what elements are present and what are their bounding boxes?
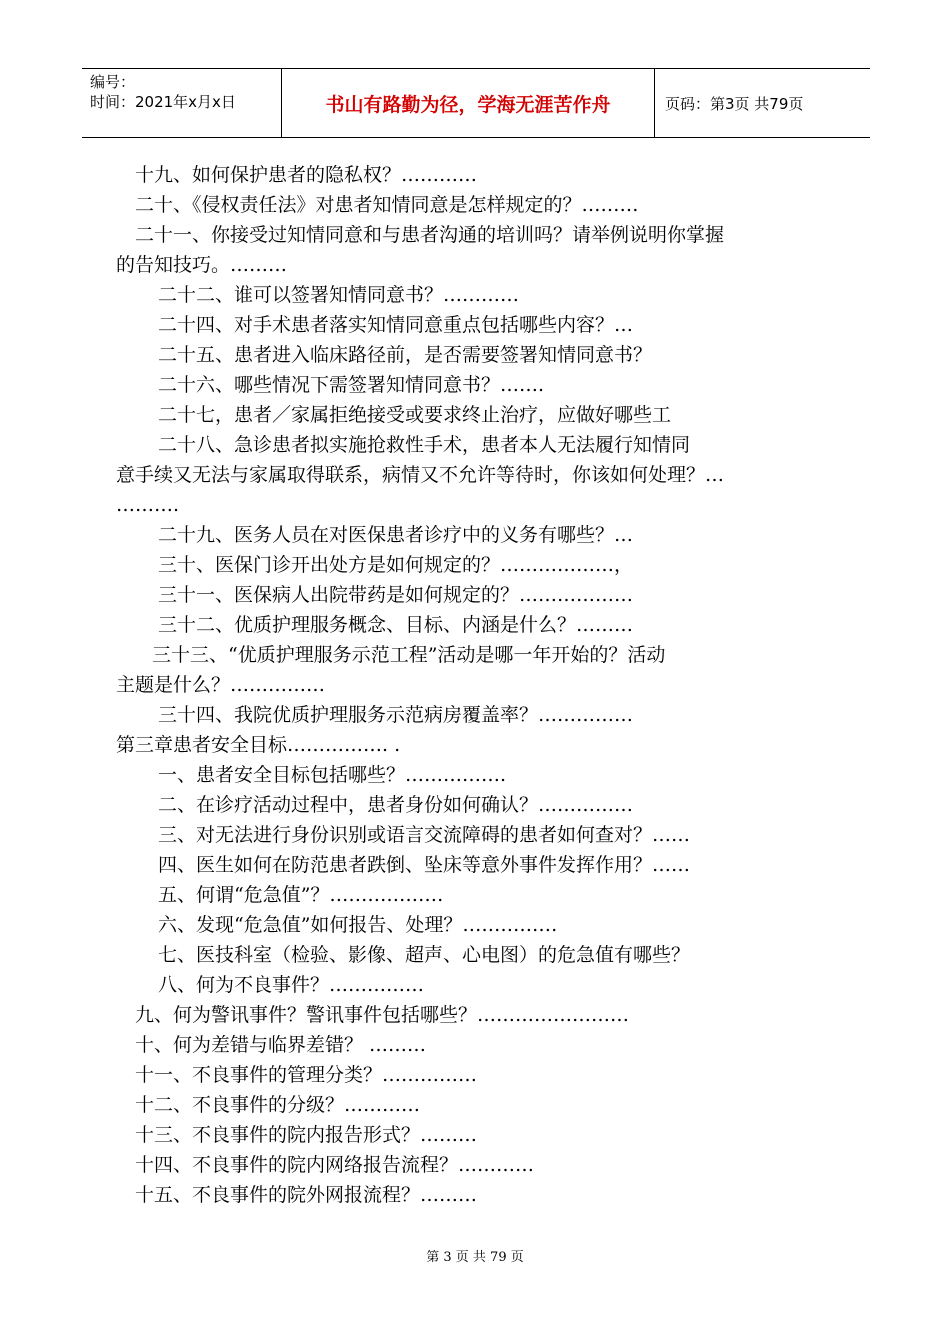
- text-line: 二十一、你接受过知情同意和与患者沟通的培训吗？请举例说明你掌握: [135, 224, 725, 246]
- text-line: 二十、《侵权责任法》对患者知情同意是怎样规定的？………: [135, 194, 639, 216]
- text-line: 二十九、医务人员在对医保患者诊疗中的义务有哪些？…: [158, 524, 634, 546]
- text-line: 三十四、我院优质护理服务示范病房覆盖率？……………: [158, 704, 634, 726]
- code-label: 编号：: [90, 73, 136, 91]
- text-line: 五、何谓“危急值”？………………: [158, 884, 444, 906]
- text-line: ……….: [116, 494, 180, 516]
- date-label: 时间：2021年x月x日: [90, 93, 236, 111]
- text-line: 十、何为差错与临界差错？ ………: [135, 1034, 427, 1056]
- text-line: 三十二、优质护理服务概念、目标、内涵是什么？………: [158, 614, 634, 636]
- text-line: 十九、如何保护患者的隐私权？…………: [135, 164, 478, 186]
- text-line: 三十三、“优质护理服务示范工程”活动是哪一年开始的？活动: [152, 644, 666, 666]
- text-line: 主题是什么？……………: [116, 674, 326, 696]
- text-line: 三、对无法进行身份识别或语言交流障碍的患者如何查对？……: [158, 824, 691, 846]
- header-motto: 书山有路勤为径，学海无涯苦作舟: [282, 69, 655, 137]
- text-line: 一、患者安全目标包括哪些？…………….: [158, 764, 507, 786]
- text-line: 八、何为不良事件？……………: [158, 974, 425, 996]
- text-line: 意手续又无法与家属取得联系，病情又不允许等待时，你该如何处理？…: [116, 464, 725, 486]
- text-line: 四、医生如何在防范患者跌倒、坠床等意外事件发挥作用？……: [158, 854, 691, 876]
- text-line: 十一、不良事件的管理分类？……………: [135, 1064, 478, 1086]
- text-line: 二十四、对手术患者落实知情同意重点包括哪些内容？…: [158, 314, 634, 336]
- text-line: 三十一、医保病人出院带药是如何规定的？………………: [158, 584, 634, 606]
- text-line: 二十二、谁可以签署知情同意书？…………: [158, 284, 520, 306]
- page-footer: 第 3 页 共 79 页: [426, 1250, 524, 1265]
- text-line: 的告知技巧。………: [116, 254, 288, 276]
- text-line: 二、在诊疗活动过程中，患者身份如何确认？……………: [158, 794, 634, 816]
- text-line: 十四、不良事件的院内网络报告流程？…………: [135, 1154, 535, 1176]
- header-page-number: 页码：第3页 共79页: [665, 94, 804, 113]
- text-line: 二十六、哪些情况下需签署知情同意书？…….: [158, 374, 545, 396]
- text-line: 二十七，患者／家属拒绝接受或要求终止治疗，应做好哪些工: [158, 404, 672, 426]
- text-line: 十三、不良事件的院内报告形式？………: [135, 1124, 478, 1146]
- text-line: 九、何为警讯事件？警讯事件包括哪些？……………………: [135, 1004, 630, 1026]
- text-line: 六、发现“危急值”如何报告、处理？……………: [158, 914, 558, 936]
- text-line: 三十、医保门诊开出处方是如何规定的？………………，: [158, 554, 634, 576]
- header-meta: [82, 69, 282, 137]
- text-line: 二十八、急诊患者拟实施抢救性手术，患者本人无法履行知情同: [158, 434, 691, 456]
- text-line: 二十五、患者进入临床路径前，是否需要签署知情同意书？: [158, 344, 653, 366]
- text-line: 七、医技科室（检验、影像、超声、心电图）的危急值有哪些？: [158, 944, 691, 966]
- chapter-heading: 第三章患者安全目标……………. .: [116, 734, 401, 756]
- text-line: 十五、不良事件的院外网报流程？………: [135, 1184, 478, 1206]
- text-line: 十二、不良事件的分级？…………: [135, 1094, 421, 1116]
- document-body: [116, 160, 836, 1210]
- page-header: [82, 68, 870, 138]
